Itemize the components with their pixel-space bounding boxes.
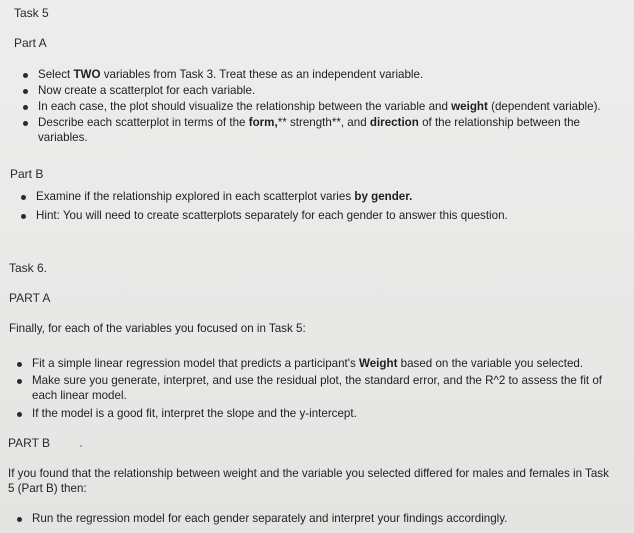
bullet-icon <box>23 73 28 78</box>
list-item: Hint: You will need to create scatterplots separately for each gender to answer this question. <box>18 208 628 223</box>
list-item: If the model is a good fit, interpret the slope and the y-intercept. <box>14 406 628 421</box>
bullet-icon <box>21 195 26 200</box>
task5-part-a-heading: Part A <box>14 36 47 50</box>
task6-part-a-list <box>14 356 628 421</box>
bullet-icon <box>17 517 22 522</box>
list-item: Run the regression model for each gender separately and interpret your findings accordingly. <box>14 511 624 526</box>
bullet-icon <box>17 362 22 367</box>
list-item: In each case, the plot should visualize the relationship between the variable and weight (dependent variable). <box>20 99 620 114</box>
list-item: Make sure you generate, interpret, and use the residual plot, the standard error, and the R^2 to assess the fit of each linear model. <box>14 373 628 403</box>
task5-part-b-heading: Part B <box>10 167 44 181</box>
task5-title: Task 5 <box>14 6 49 20</box>
list-item: Now create a scatterplot for each variable. <box>20 83 620 98</box>
task6-part-a-intro: Finally, for each of the variables you focused on in Task 5: <box>9 322 306 335</box>
bullet-icon <box>17 412 22 417</box>
bullet-icon <box>23 121 28 126</box>
task5-part-b-list <box>18 189 628 223</box>
task6-title: Task 6. <box>9 261 48 275</box>
list-item: Fit a simple linear regression model that predicts a participant's Weight based on the variable you selected. <box>14 356 628 371</box>
task6-part-a-heading: PART A <box>9 291 51 305</box>
list-item: Select TWO variables from Task 3. Treat these as an independent variable. <box>20 67 620 82</box>
bullet-icon <box>17 379 22 384</box>
bullet-icon <box>23 105 28 110</box>
task5-part-a-list <box>20 67 620 145</box>
bullet-icon <box>23 89 28 94</box>
bullet-icon <box>21 214 26 219</box>
task6-part-b-intro: If you found that the relationship between weight and the variable you selected differed for males and females in Task 5 (Part B) then: <box>8 467 609 495</box>
task6-part-b-list <box>14 511 624 526</box>
list-item: Examine if the relationship explored in each scatterplot varies by gender. <box>18 189 628 204</box>
speck-decoration <box>80 445 82 447</box>
task6-part-b-heading: PART B <box>8 436 51 450</box>
list-item: Describe each scatterplot in terms of the form,** strength**, and direction of the relationship between the variables. <box>20 115 620 145</box>
